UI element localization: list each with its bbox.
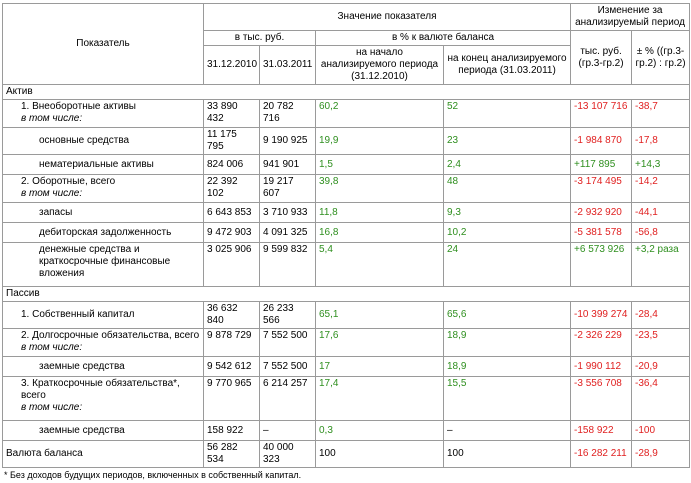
header-pct-start: на начало анализируемого периода (31.12.2010) (316, 46, 444, 85)
pct-start: 11,8 (316, 203, 444, 223)
header-thousand-rub: в тыс. руб. (204, 31, 316, 46)
value-start: 36 632 840 (204, 302, 260, 329)
table-row-total (3, 441, 690, 468)
row-subtitle: в том числе: (21, 113, 83, 124)
change-abs: -158 922 (571, 421, 632, 441)
table-row (3, 128, 690, 155)
table-row (3, 175, 690, 203)
value-end: 3 710 933 (260, 203, 316, 223)
value-end: 26 233 566 (260, 302, 316, 329)
pct-start: 17,6 (316, 329, 444, 357)
header-value-group: Значение показателя (204, 4, 571, 31)
table-row (3, 203, 690, 223)
change-pct: -28,4 (632, 302, 690, 329)
row-name: запасы (3, 203, 204, 223)
change-pct: -28,9 (632, 441, 690, 468)
pct-end: 15,5 (444, 377, 571, 421)
change-pct: +14,3 (632, 155, 690, 175)
pct-start: 60,2 (316, 100, 444, 128)
footnote: * Без доходов будущих периодов, включенных в собственный капитал. (4, 470, 302, 480)
pct-end: 100 (444, 441, 571, 468)
pct-end: 10,2 (444, 223, 571, 243)
value-end: – (260, 421, 316, 441)
pct-end: – (444, 421, 571, 441)
pct-end: 9,3 (444, 203, 571, 223)
change-abs: -13 107 716 (571, 100, 632, 128)
value-start: 11 175 795 (204, 128, 260, 155)
value-start: 9 542 612 (204, 357, 260, 377)
change-pct: -44,1 (632, 203, 690, 223)
row-name: 3. Краткосрочные обязательства*, всего (21, 378, 180, 401)
change-pct: -23,5 (632, 329, 690, 357)
row-name: 2. Оборотные, всего (21, 176, 116, 187)
pct-start: 1,5 (316, 155, 444, 175)
table-row (3, 100, 690, 128)
value-end: 9 599 832 (260, 243, 316, 287)
pct-start: 65,1 (316, 302, 444, 329)
value-end: 7 552 500 (260, 357, 316, 377)
table-row (3, 223, 690, 243)
row-name: 2. Долгосрочные обязательства, всего (21, 330, 200, 341)
table-row (3, 357, 690, 377)
change-pct: +3,2 раза (632, 243, 690, 287)
value-start: 3 025 906 (204, 243, 260, 287)
row-name: дебиторская задолженность (3, 223, 204, 243)
value-start: 9 878 729 (204, 329, 260, 357)
table-row (3, 302, 690, 329)
change-abs: -5 381 578 (571, 223, 632, 243)
change-pct: -20,9 (632, 357, 690, 377)
table-row (3, 329, 690, 357)
header-change-rub: тыс. руб. (гр.3-гр.2) (571, 31, 632, 85)
row-name: основные средства (3, 128, 204, 155)
value-start: 9 472 903 (204, 223, 260, 243)
change-abs: -2 932 920 (571, 203, 632, 223)
row-name: денежные средства и краткосрочные финансовые вложения (3, 243, 204, 287)
pct-end: 52 (444, 100, 571, 128)
pct-end: 24 (444, 243, 571, 287)
pct-end: 18,9 (444, 357, 571, 377)
row-subtitle: в том числе: (21, 342, 83, 353)
header-date2: 31.03.2011 (260, 46, 316, 85)
row-label (3, 377, 204, 421)
change-abs: -1 984 870 (571, 128, 632, 155)
pct-start: 19,9 (316, 128, 444, 155)
value-start: 824 006 (204, 155, 260, 175)
change-pct: -100 (632, 421, 690, 441)
change-abs: -3 556 708 (571, 377, 632, 421)
row-label (3, 329, 204, 357)
pct-start: 16,8 (316, 223, 444, 243)
pct-start: 5,4 (316, 243, 444, 287)
value-end: 7 552 500 (260, 329, 316, 357)
change-abs: -2 326 229 (571, 329, 632, 357)
row-name: заемные средства (3, 357, 204, 377)
change-abs: +117 895 (571, 155, 632, 175)
section-title: Пассив (3, 287, 690, 302)
change-abs: -16 282 211 (571, 441, 632, 468)
header-change-group: Изменение за анализируемый период (571, 4, 690, 31)
pct-end: 23 (444, 128, 571, 155)
row-subtitle: в том числе: (21, 402, 83, 413)
value-end: 20 782 716 (260, 100, 316, 128)
pct-start: 39,8 (316, 175, 444, 203)
value-start: 22 392 102 (204, 175, 260, 203)
section-title: Актив (3, 85, 690, 100)
row-name: нематериальные активы (3, 155, 204, 175)
pct-start: 0,3 (316, 421, 444, 441)
value-start: 158 922 (204, 421, 260, 441)
pct-start: 17 (316, 357, 444, 377)
balance-analysis-table (2, 3, 690, 468)
row-name: 1. Внеоборотные активы (21, 101, 136, 112)
change-abs: -3 174 495 (571, 175, 632, 203)
value-start: 33 890 432 (204, 100, 260, 128)
row-label (3, 175, 204, 203)
header-pct-balance: в % к валюте баланса (316, 31, 571, 46)
header-change-pct: ± % ((гр.3-гр.2) : гр.2) (632, 31, 690, 85)
value-end: 6 214 257 (260, 377, 316, 421)
row-label (3, 100, 204, 128)
table-row (3, 421, 690, 441)
table-row (3, 377, 690, 421)
row-name: заемные средства (3, 421, 204, 441)
change-abs: +6 573 926 (571, 243, 632, 287)
row-name: 1. Собственный капитал (3, 302, 204, 329)
value-end: 9 190 925 (260, 128, 316, 155)
value-start: 9 770 965 (204, 377, 260, 421)
change-pct: -38,7 (632, 100, 690, 128)
pct-end: 18,9 (444, 329, 571, 357)
change-pct: -17,8 (632, 128, 690, 155)
pct-end: 65,6 (444, 302, 571, 329)
value-start: 6 643 853 (204, 203, 260, 223)
change-pct: -56,8 (632, 223, 690, 243)
pct-end: 2,4 (444, 155, 571, 175)
change-pct: -36,4 (632, 377, 690, 421)
value-end: 941 901 (260, 155, 316, 175)
change-pct: -14,2 (632, 175, 690, 203)
change-abs: -10 399 274 (571, 302, 632, 329)
header-pct-end: на конец анализируемого периода (31.03.2011) (444, 46, 571, 85)
value-end: 4 091 325 (260, 223, 316, 243)
change-abs: -1 990 112 (571, 357, 632, 377)
pct-start: 17,4 (316, 377, 444, 421)
table-row (3, 155, 690, 175)
pct-end: 48 (444, 175, 571, 203)
table-row (3, 243, 690, 287)
value-end: 40 000 323 (260, 441, 316, 468)
header-indicator: Показатель (3, 4, 204, 85)
value-start: 56 282 534 (204, 441, 260, 468)
row-subtitle: в том числе: (21, 188, 83, 199)
value-end: 19 217 607 (260, 175, 316, 203)
header-date1: 31.12.2010 (204, 46, 260, 85)
row-name: Валюта баланса (3, 441, 204, 468)
pct-start: 100 (316, 441, 444, 468)
